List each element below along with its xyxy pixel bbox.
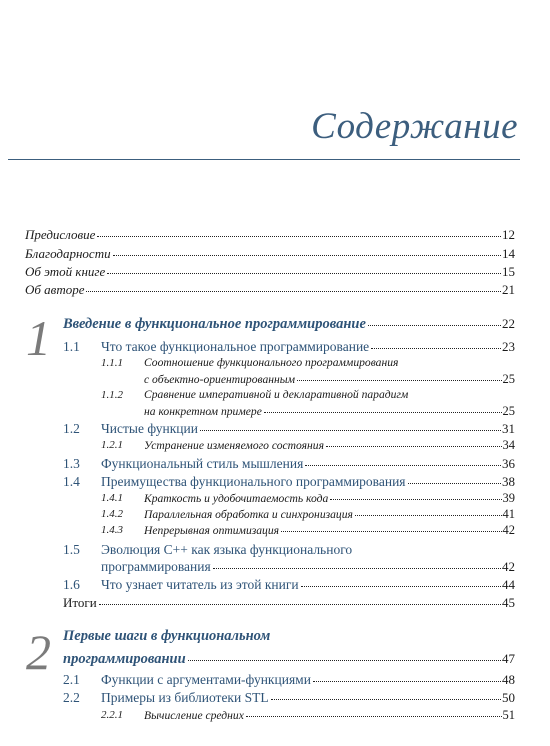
- toc-entry-acknowledgements[interactable]: [25, 247, 515, 260]
- section-number: 2.2: [63, 690, 80, 705]
- toc-entry-about-book[interactable]: [25, 265, 515, 278]
- toc-label: Функции с аргументами-функциями: [101, 672, 311, 687]
- section-number: 1.3: [63, 456, 80, 471]
- toc-section-1-2[interactable]: [101, 422, 515, 436]
- toc-subsection-1-2-1[interactable]: [144, 439, 515, 452]
- toc-label: Устранение изменяемого состояния: [144, 439, 324, 452]
- toc-page: 36: [502, 456, 515, 471]
- dot-leader: [200, 430, 501, 431]
- toc-label: Преимущества функционального программирования: [101, 474, 406, 489]
- dot-leader: [368, 325, 501, 326]
- toc-page: 51: [502, 708, 515, 722]
- section-number: 1.1: [63, 339, 80, 354]
- toc-subsection-1-1-1[interactable]: [144, 373, 515, 386]
- toc-subsection-1-4-1[interactable]: [144, 492, 515, 505]
- toc-label: Благодарности: [25, 246, 111, 261]
- toc-subsection-1-4-2[interactable]: [144, 508, 515, 521]
- toc-page: 21: [502, 282, 515, 297]
- dot-leader: [188, 660, 501, 661]
- toc-page: 44: [502, 577, 515, 592]
- toc-subsection-1-4-3[interactable]: [144, 524, 515, 537]
- section-number: 1.6: [63, 577, 80, 592]
- chapter-number: 1: [26, 310, 51, 366]
- dot-leader: [86, 291, 501, 292]
- toc-page: 14: [502, 246, 515, 261]
- toc-page: 42: [502, 523, 515, 537]
- toc-section-1-1[interactable]: [101, 340, 515, 354]
- subsection-number: 2.2.1: [101, 709, 123, 721]
- toc-page: 31: [502, 421, 515, 436]
- toc-label: Что узнает читатель из этой книги: [101, 577, 299, 592]
- toc-page: 45: [502, 595, 515, 610]
- toc-label-line1: Эволюция C++ как языка функционального: [101, 542, 353, 557]
- toc-page: 42: [502, 559, 515, 574]
- dot-leader: [301, 586, 501, 587]
- toc-label: Функциональный стиль мышления: [101, 456, 304, 471]
- dot-leader: [113, 255, 501, 256]
- toc-label: Об этой книге: [25, 264, 106, 279]
- toc-page: 15: [502, 264, 515, 279]
- section-number: 1.2: [63, 421, 80, 436]
- dot-leader: [408, 483, 501, 484]
- toc-label: Примеры из библиотеки STL: [101, 690, 269, 705]
- dot-leader: [107, 273, 501, 274]
- toc-page: 38: [502, 474, 515, 489]
- toc-section-1-4[interactable]: [101, 475, 515, 489]
- toc-subsection-2-2-1[interactable]: [144, 709, 515, 722]
- section-number: 2.1: [63, 672, 80, 687]
- toc-page: 34: [502, 438, 515, 452]
- section-number: 1.4: [63, 474, 80, 489]
- dot-leader: [305, 465, 501, 466]
- dot-leader: [330, 499, 501, 500]
- toc-entry-preface[interactable]: [25, 228, 515, 241]
- dot-leader: [213, 568, 501, 569]
- dot-leader: [313, 681, 501, 682]
- chapter-title-line1: Первые шаги в функциональном: [63, 628, 271, 644]
- toc-page: 22: [502, 316, 515, 331]
- subsection-number: 1.4.1: [101, 492, 123, 504]
- toc-page: 41: [502, 507, 515, 521]
- toc-page: 12: [502, 227, 515, 242]
- dot-leader: [297, 380, 501, 381]
- section-number: 1.5: [63, 542, 80, 557]
- toc-section-1-5[interactable]: [101, 560, 515, 574]
- toc-label: Краткость и удобочитаемость кода: [144, 492, 329, 505]
- toc-subsection-1-1-2[interactable]: [144, 405, 515, 418]
- dot-leader: [99, 604, 501, 605]
- chapter-number: 2: [26, 624, 51, 680]
- dot-leader: [264, 412, 502, 413]
- toc-section-2-2[interactable]: [101, 691, 515, 705]
- subsection-number: 1.4.2: [101, 508, 123, 520]
- dot-leader: [271, 699, 501, 700]
- dot-leader: [281, 531, 501, 532]
- toc-summary-1[interactable]: [63, 596, 515, 609]
- toc-page: 50: [502, 690, 515, 705]
- toc-page: 39: [502, 491, 515, 505]
- toc-label: Параллельная обработка и синхронизация: [144, 508, 353, 521]
- toc-label: Предисловие: [25, 227, 96, 242]
- toc-label: Что такое функциональное программирование: [101, 339, 370, 354]
- toc-page: 23: [502, 339, 515, 354]
- title-rule: [8, 159, 520, 160]
- toc-section-1-3[interactable]: [101, 457, 515, 471]
- subsection-number: 1.1.1: [101, 357, 123, 369]
- toc-section-1-6[interactable]: [101, 578, 515, 592]
- page-title: Содержание: [311, 106, 518, 147]
- toc-label: Итоги: [63, 595, 97, 610]
- subsection-number: 1.1.2: [101, 389, 123, 401]
- toc-label: Об авторе: [25, 282, 85, 297]
- toc-page: 25: [502, 404, 515, 418]
- subsection-number: 1.2.1: [101, 439, 123, 451]
- toc-chapter-2[interactable]: [63, 652, 515, 667]
- dot-leader: [326, 446, 502, 447]
- dot-leader: [246, 716, 502, 717]
- toc-label: Вычисление средних: [144, 709, 244, 722]
- toc-label-line1: Сравнение императивной и декларативной парадигм: [144, 388, 409, 401]
- toc-chapter-1[interactable]: [63, 317, 515, 332]
- toc-page: 48: [502, 672, 515, 687]
- toc-page: 47: [502, 651, 515, 666]
- toc-label: Чистые функции: [101, 421, 198, 436]
- dot-leader: [355, 515, 502, 516]
- toc-label: с объектно-ориентированным: [144, 373, 296, 386]
- dot-leader: [371, 348, 501, 349]
- toc-page: 25: [502, 372, 515, 386]
- toc-label-line1: Соотношение функционального программирования: [144, 356, 399, 369]
- chapter-title: Введение в функциональное программирование: [63, 316, 366, 332]
- toc-label: на конкретном примере: [144, 405, 262, 418]
- toc-entry-about-author[interactable]: [25, 283, 515, 296]
- toc-label: Непрерывная оптимизация: [144, 524, 280, 537]
- subsection-number: 1.4.3: [101, 524, 123, 536]
- toc-label: программирования: [101, 559, 211, 574]
- chapter-title: программировании: [63, 651, 186, 667]
- dot-leader: [97, 236, 501, 237]
- toc-section-2-1[interactable]: [101, 673, 515, 687]
